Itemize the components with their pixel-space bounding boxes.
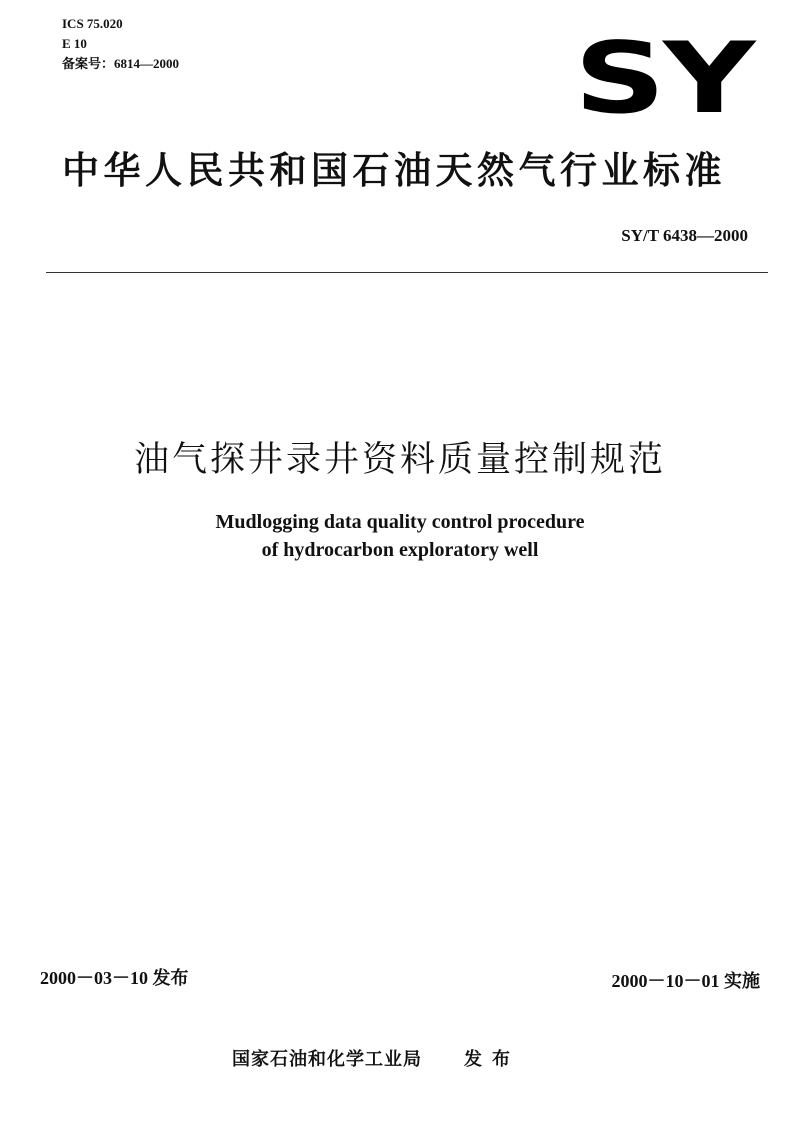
document-title-cn: 油气探井录井资料质量控制规范 [133,440,666,480]
standard-category-title: 中华人民共和国石油天然气行业标准 [62,149,726,192]
publisher-organization: 国家石油和化学工业局 [232,1049,422,1070]
document-title-en [0,508,800,564]
record-number: 备案号：6814—2000 [62,56,180,71]
classification-codes [62,14,179,74]
implementation-date: 2000－10－01 实施 [611,971,760,991]
issue-date: 2000－03－10 发布 [40,968,189,988]
sy-logo: SY [574,22,753,136]
title-en-line-1: Mudlogging data quality control procedure [215,511,585,533]
classification-code: E 10 [62,36,87,51]
publisher-line [232,1045,520,1071]
ics-code: ICS 75.020 [62,16,123,31]
standard-number: SY/T 6438—2000 [621,226,748,245]
header-divider [46,272,768,273]
publisher-action: 发布 [464,1049,520,1070]
title-en-line-2: of hydrocarbon exploratory well [261,539,539,561]
